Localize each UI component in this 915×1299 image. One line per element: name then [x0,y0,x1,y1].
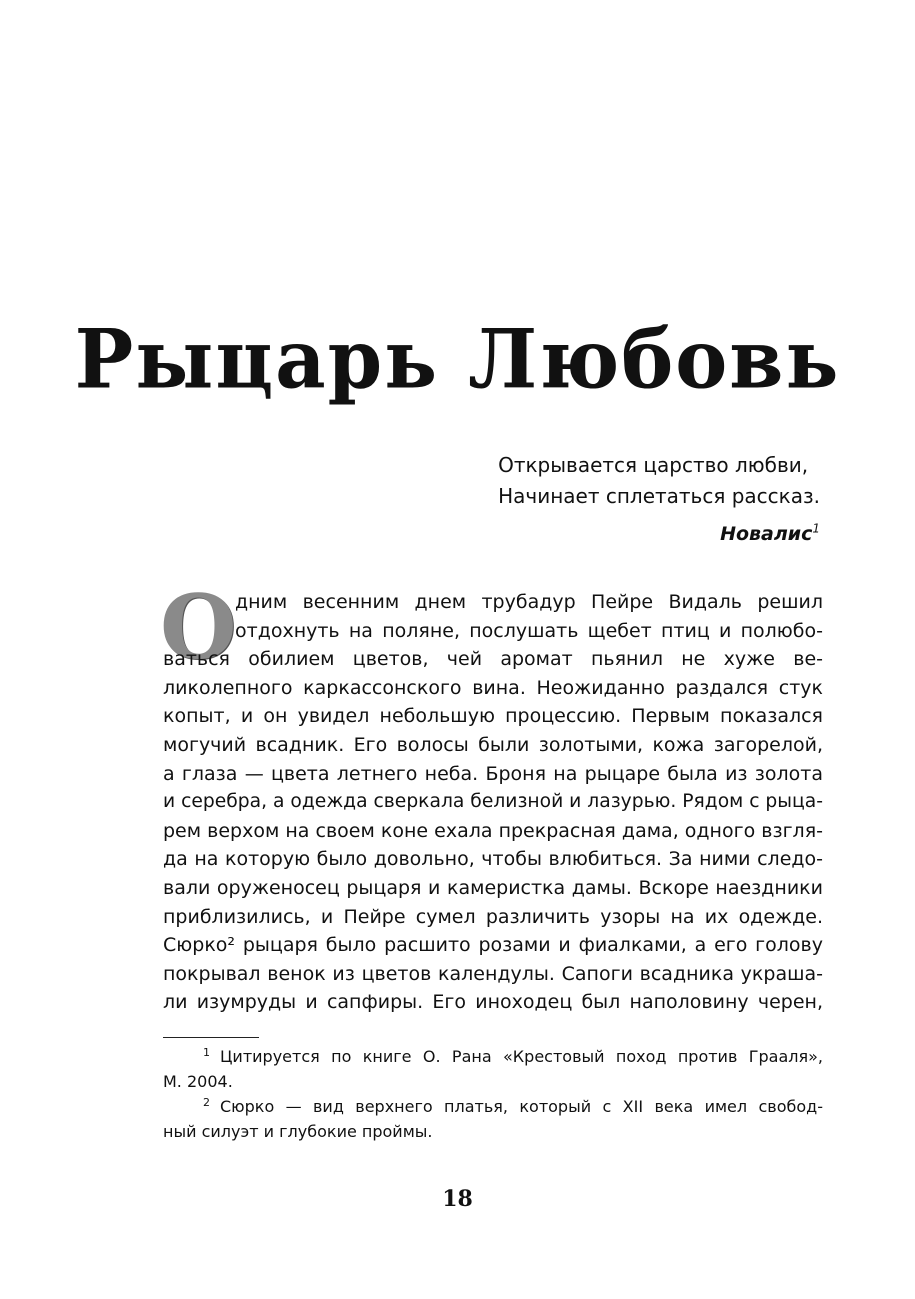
footnote-line: ный силуэт и глубокие проймы. [163,1122,433,1141]
footnote-mark: 2 [203,1095,210,1109]
footnote-mark: 1 [203,1045,210,1059]
body-line: Сюрко² рыцаря было расшито розами и фиалками, а его голову [163,934,823,957]
body-line: отдохнуть на поляне, послушать щебет птиц и полюбо- [235,619,823,642]
body-line: а глаза — цвета летнего неба. Броня на рыцаре была из золота [163,762,823,785]
body-line: да на которую было довольно, чтобы влюбиться. За ними следо- [163,848,823,871]
body-line: ваться обилием цветов, чей аромат пьянил не хуже ве- [163,648,823,671]
body-text [163,588,823,1017]
epigraph-line: Открывается царство любви, [498,453,809,477]
epigraph-author [720,520,820,548]
chapter-title: Рыцарь Любовь [74,311,841,408]
body-line: ликолепного каркассонского вина. Неожиданно раздался стук [163,676,823,699]
footnote-1 [163,1044,823,1069]
body-line: ли изумруды и сапфиры. Его иноходец был наполовину черен, [163,991,823,1014]
body-line: и серебра, а одежда сверкала белизной и лазурью. Рядом с рыца- [163,791,823,813]
body-line: покрывал венок из цветов календулы. Сапоги всадника украша- [163,962,823,985]
body-line: вали оруженосец рыцаря и камеристка дамы. Вскоре наездники [163,876,823,899]
footnote-reference: 1 [812,521,820,536]
footnotes [163,1044,823,1144]
drop-cap: О [160,575,237,679]
page-number: 18 [442,1186,473,1212]
epigraph-author-name: Новалис [720,523,813,545]
epigraph-line: Начинает сплетаться рассказ. [498,484,820,508]
body-line: могучий всадник. Его волосы были золотыми, кожа загорелой, [163,733,823,756]
body-line: приблизились, и Пейре сумел различить узоры на их одежде. [163,905,823,928]
footnote-text: Цитируется по книге О. Рана «Крестовый поход против Грааля», [220,1047,823,1066]
footnote-line: М. 2004. [163,1072,233,1091]
body-line: рем верхом на своем коне ехала прекрасная дама, одного взгля- [163,819,823,842]
body-line: дним весенним днем трубадур Пейре Видаль решил [235,591,823,613]
footnote-divider [163,1037,259,1038]
footnote-text: Сюрко — вид верхнего платья, который с XII века имел свобод- [220,1097,823,1116]
footnote-2 [163,1094,823,1119]
body-line: копыт, и он увидел небольшую процессию. Первым показался [163,705,823,728]
epigraph [498,450,820,512]
